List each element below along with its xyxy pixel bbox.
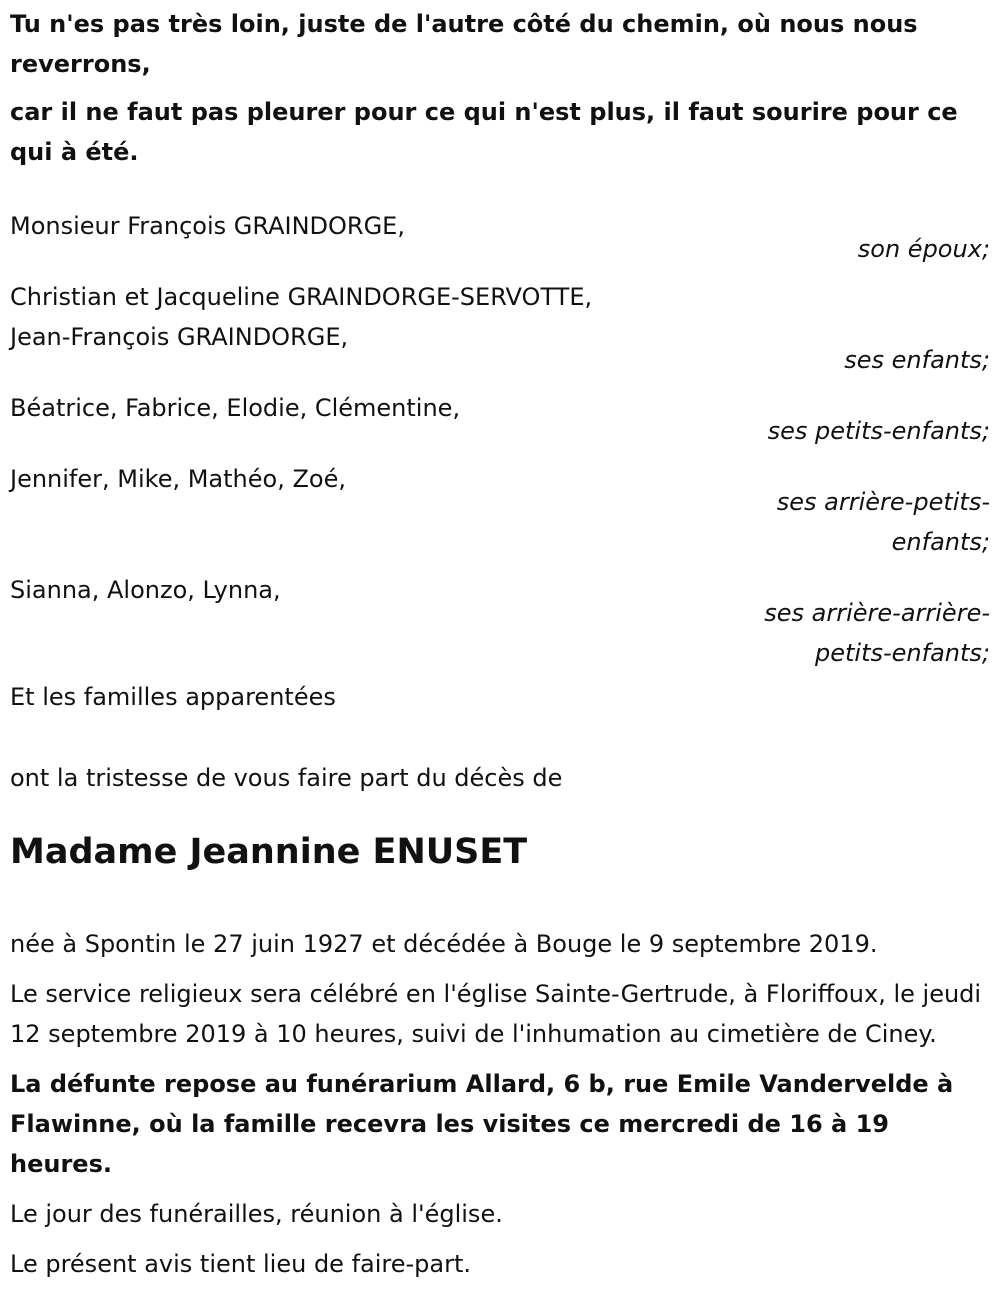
- family-names: Monsieur François GRAINDORGE,: [10, 212, 405, 240]
- family-names: Béatrice, Fabrice, Elodie, Clémentine,: [10, 394, 461, 422]
- family-names: Jean-François GRAINDORGE,: [10, 323, 349, 351]
- family-names: Christian et Jacqueline GRAINDORGE-SERVOTTE,: [10, 283, 593, 311]
- funerarium-info: La défunte repose au funérarium Allard, 6 b, rue Emile Vandervelde à Flawinne, où la famille recevra les visites ce mercredi de 16 à 19 heures.: [10, 1070, 954, 1178]
- funeral-details: [10, 924, 990, 1284]
- family-role: ses arrière-petits-enfants;: [776, 488, 990, 556]
- notice-info: Le présent avis tient lieu de faire-part.: [10, 1250, 472, 1278]
- family-role: son époux;: [857, 235, 990, 263]
- related-families: Et les familles apparentées: [10, 683, 336, 711]
- family-names: Jennifer, Mike, Mathéo, Zoé,: [10, 465, 346, 493]
- poem-line: Tu n'es pas très loin, juste de l'autre côté du chemin, où nous nous reverrons,: [10, 10, 918, 78]
- family-entry-spouse: [10, 206, 990, 269]
- family-list: [10, 206, 990, 673]
- family-entry-great-great-grandchildren: [10, 570, 990, 673]
- meeting-info: Le jour des funérailles, réunion à l'église.: [10, 1200, 503, 1228]
- service-info: Le service religieux sera célébré en l'église Sainte-Gertrude, à Floriffoux, le jeudi 12 septembre 2019 à 10 heures, suivi de l'inhumation au cimetière de Ciney.: [10, 980, 982, 1048]
- family-role: ses petits-enfants;: [767, 417, 990, 445]
- deceased-name: Madame Jeannine ENUSET: [10, 832, 528, 872]
- family-entry-children: [10, 277, 990, 380]
- birth-death-info: née à Spontin le 27 juin 1927 et décédée à Bouge le 9 septembre 2019.: [10, 930, 878, 958]
- announcement-text: ont la tristesse de vous faire part du décès de: [10, 764, 563, 792]
- family-entry-great-grandchildren: [10, 459, 990, 562]
- family-names: Sianna, Alonzo, Lynna,: [10, 576, 281, 604]
- poem-line: car il ne faut pas pleurer pour ce qui n'est plus, il faut sourire pour ce qui à été.: [10, 98, 958, 166]
- family-role: ses enfants;: [844, 346, 990, 374]
- poem-quote: [10, 4, 990, 172]
- family-entry-grandchildren: [10, 388, 990, 451]
- family-role: ses arrière-arrière-petits-enfants;: [764, 599, 990, 667]
